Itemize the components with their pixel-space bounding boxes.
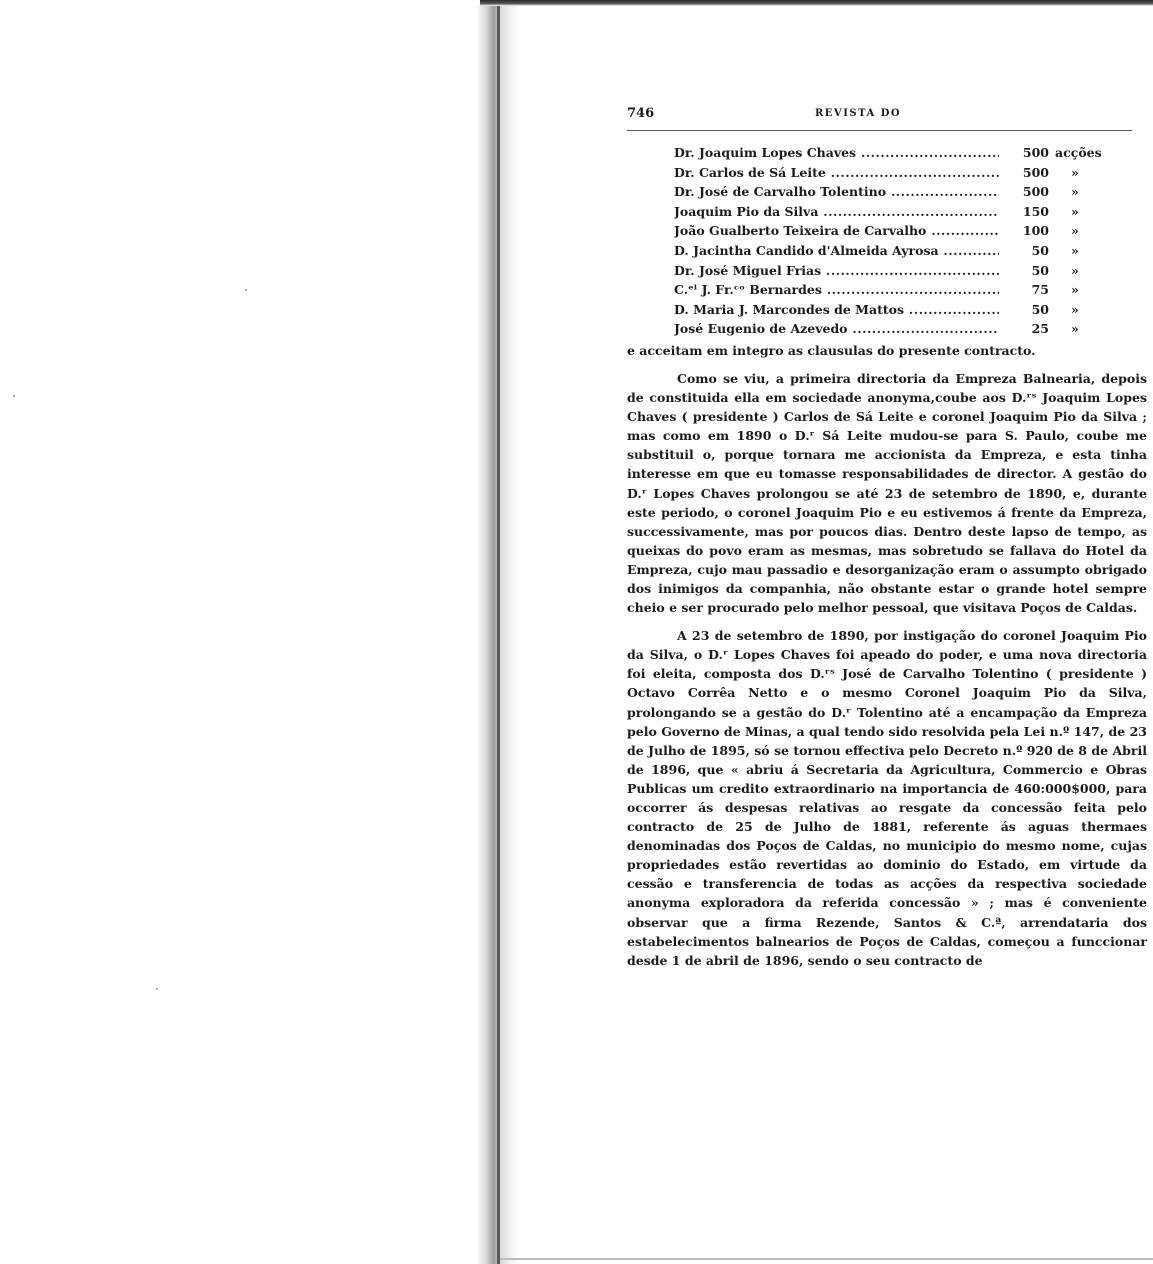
scan-top-edge [480,0,1153,6]
scan-bottom-edge [500,1258,1153,1260]
shareholder-row [674,280,1147,300]
ditto-mark: » [1071,203,1079,219]
ditto-mark: » [1071,164,1079,180]
body-paragraph: A 23 de setembro de 1890, por instigação do coronel Joaquim Pio da Silva, o D.ʳ Lopes Chaves foi apeado do poder, e uma nova directoria foi eleita, composta dos D.ʳˢ José de Carvalho Tolentino ( presidente ) Octavo Corrêa Netto e o mesmo Coronel Joaquim Pio da Silva, prolongando se a gestão do D.ʳ Tolentino até a encampação da Empreza pelo Governo de Minas, a qual tendo sido resolvida pela Lei n.º 147, de 23 de Julho de 1895, só se tornou effectiva pelo Decreto n.º 920 de 8 de Abril de 1896, que « abriu á Secretaria da Agricultura, Commercio e Obras Publicas um credito extraordinario na importancia de 460:000$000, para occorrer ás despesas relativas ao resgate da concessão feita pelo contracto de 25 de Julho de 1881, referente ás aguas thermaes denominadas dos Poços de Caldas, no municipio do mesmo nome, cujas propriedades estão revertidas ao dominio do Estado, em virtude da cessão e transferencia de todas as acções da respectiva sociedade anonyma exploradora da referida concessão » ; mas é conveniente observar que a firma Rezende, Santos & C.ª, arrendataria dos estabelecimentos balnearios de Poços de Caldas, começou a funccionar desde 1 de abril de 1896, sendo o seu contracto de [627,628,1147,968]
shareholder-name: José Eugenio de Azevedo ..... [674,319,999,339]
running-title: REVISTA DO [815,108,902,119]
book-page [627,106,1147,970]
share-amount: 500 [1022,145,1049,160]
header-rule [627,130,1132,131]
shareholder-row [674,319,1147,339]
scan-speck [245,289,247,291]
page-header [627,106,1147,126]
scan-speck [156,988,158,990]
share-amount: 25 [1031,321,1049,337]
ditto-mark: » [1071,282,1079,298]
closing-line: e acceitam em integro as clausulas do presente contracto. [627,342,1036,358]
share-amount: 500 [1022,164,1049,180]
share-amount: 100 [1022,223,1049,239]
shareholder-name: D. Maria J. Marcondes de Mattos ..... [674,300,999,320]
shareholder-row [674,300,1147,320]
ditto-mark: » [1071,301,1079,317]
body-paragraph: Como se viu, a primeira directoria da Empreza Balnearia, depois de constituida ella em sociedade anonyma,coube aos D.ʳˢ Joaquim Lopes Chaves ( presidente ) Carlos de Sá Leite e coronel Joaquim Pio da Silva ; mas como em 1890 o D.ʳ Sá Leite mudou-se para S. Paulo, coube me substituil o, porque tornara me accionista da Empreza, e esta tinha interesse em que eu tomasse responsabilidades de director. A gestão do D.ʳ Lopes Chaves prolongou se até 23 de setembro de 1890, e, durante este periodo, o coronel Joaquim Pio e eu estivemos á frente da Empreza, successivamente, mas por poucos dias. Dentro deste lapso de tempo, as queixas do povo eram as mesmas, mas sobretudo se fallava do Hotel da Empreza, cujo mau passadio e desorganização eram o assumpto obrigado dos inimigos da companhia, não obstante estar o grande hotel sempre cheio e ser procurado pelo melhor pessoal, que visitava Poços de Caldas. [627,370,1147,616]
share-amount: 50 [1031,242,1049,258]
shareholder-row [674,221,1147,241]
ditto-mark: » [1071,262,1079,278]
shareholder-row [674,143,1147,163]
share-amount: 75 [1031,282,1049,298]
shareholder-name: Joaquim Pio da Silva ..... [674,202,999,222]
shareholder-name: Dr. José Miguel Frias ..... [674,261,999,281]
share-amount: 50 [1031,262,1049,278]
book-gutter-line [497,6,500,1264]
shareholder-row [674,182,1147,202]
shareholder-name: Dr. José de Carvalho Tolentino ..... [674,182,999,202]
shareholder-name: João Gualberto Teixeira de Carvalho ..... [674,221,999,241]
shareholder-name: D. Jacintha Candido d'Almeida Ayrosa ..... [674,241,999,261]
share-amount: 150 [1022,203,1049,219]
shareholder-row [674,163,1147,183]
shareholder-row [674,261,1147,281]
ditto-mark: » [1071,184,1079,200]
share-amount: 50 [1031,301,1049,317]
ditto-mark: » [1071,242,1079,258]
shareholder-list [674,143,1147,339]
scan-speck [13,395,15,397]
ditto-mark: » [1071,321,1079,337]
shareholder-name: Dr. Carlos de Sá Leite ..... [674,163,999,183]
ditto-mark: » [1071,223,1079,239]
page-number: 746 [627,106,655,121]
share-amount: 500 [1022,184,1049,200]
shareholder-row [674,241,1147,261]
shareholder-name: C.ᵉˡ J. Fr.ᶜᵒ Bernardes ..... [674,280,999,300]
shareholder-row [674,202,1147,222]
share-unit: acções [1055,145,1102,160]
shareholder-name: Dr. Joaquim Lopes Chaves ..... [674,143,999,163]
